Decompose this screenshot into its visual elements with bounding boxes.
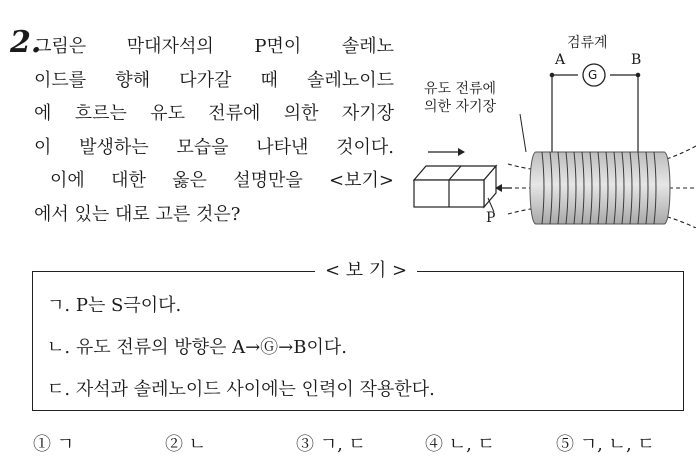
solenoid-coil [530, 152, 670, 224]
choice-5[interactable]: ⑤ ㄱ, ㄴ, ㄷ [556, 434, 655, 455]
terminal-b-label: B [631, 52, 642, 68]
solenoid-diagram [408, 28, 696, 228]
bogi-item-3: ㄷ. 자석과 솔레노이드 사이에는 인력이 작용한다. [47, 379, 435, 400]
answer-choices [0, 432, 696, 460]
terminal-b-dot [636, 73, 641, 78]
question-number: 2. [10, 25, 42, 60]
field-label-line-1: 유도 전류에 [424, 81, 497, 97]
stem-line-3: 에 흐르는 유도 전류에 의한 자기장 [34, 103, 394, 124]
bogi-item-1: ㄱ. P는 S극이다. [47, 295, 182, 316]
galvanometer-symbol: G [588, 68, 598, 82]
choice-4[interactable]: ④ ㄴ, ㄷ [425, 434, 495, 455]
terminal-a-dot [550, 73, 555, 78]
bogi-item-2: ㄴ. 유도 전류의 방향은 A→Ⓖ→B이다. [47, 337, 347, 358]
stem-line-1: 그림은 막대자석의 P면이 솔레노 [34, 36, 394, 57]
bogi-box [32, 260, 684, 411]
stem-line-4: 이 발생하는 모습을 나타낸 것이다. [34, 136, 394, 158]
bogi-title: < 보 기 > [315, 259, 417, 283]
field-label-line-2: 의한 자기장 [424, 99, 497, 115]
choice-3[interactable]: ③ ㄱ, ㄷ [296, 434, 366, 455]
stem-line-6: 에서 있는 대로 고른 것은? [34, 203, 241, 225]
label-leader-line [520, 114, 526, 152]
choice-2[interactable]: ② ㄴ [165, 434, 207, 455]
stem-line-2: 이드를 향해 다가갈 때 솔레노이드 [34, 69, 394, 91]
bar-magnet [414, 166, 496, 207]
magnet-face-label: P [486, 210, 496, 226]
galvanometer-label: 검류계 [567, 35, 608, 51]
choice-1[interactable]: ① ㄱ [33, 434, 75, 455]
stem-line-5: 이에 대한 옳은 설명만을 <보기> [50, 170, 394, 191]
solenoid-figure [408, 28, 696, 228]
question-stem [34, 30, 394, 231]
terminal-a-label: A [555, 52, 566, 68]
